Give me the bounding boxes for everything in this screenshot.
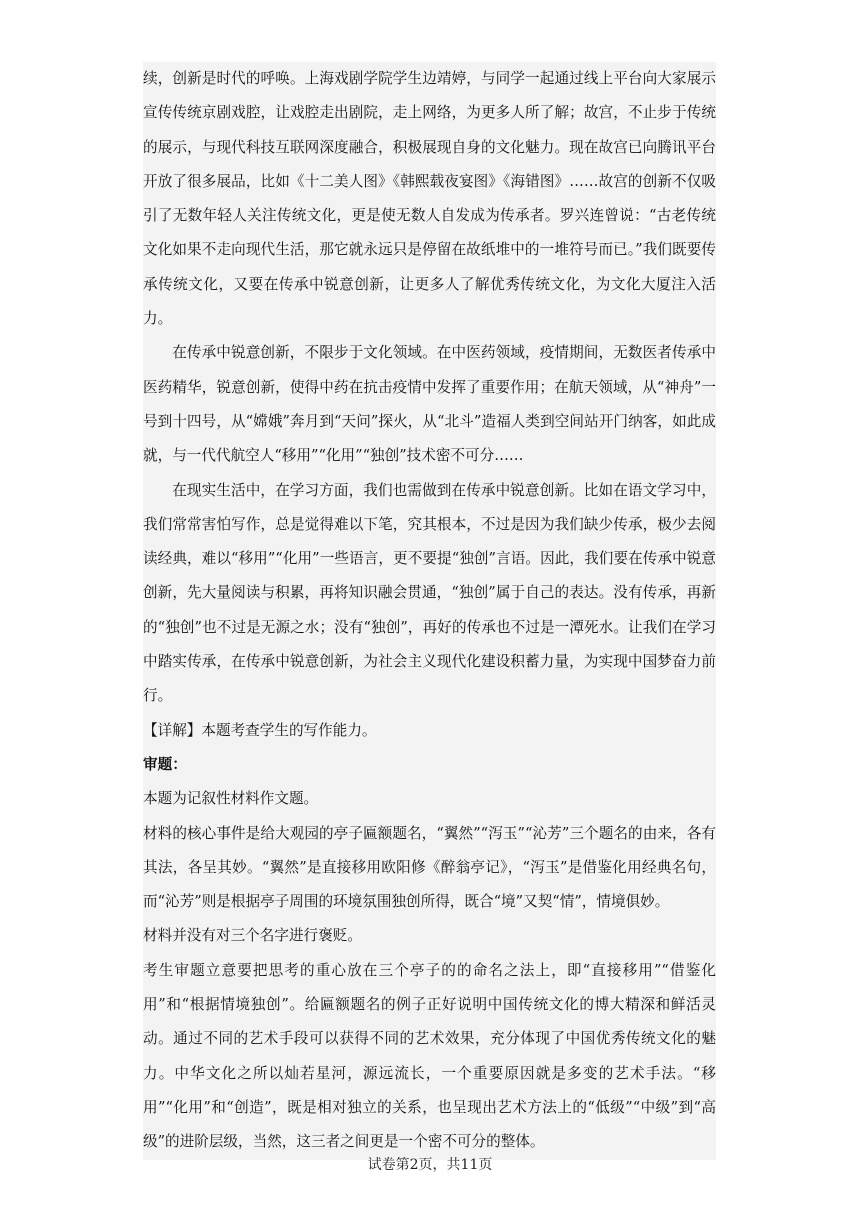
analysis-paragraph-4: 考生审题立意要把思考的重心放在三个亭子的的命名之法上，即“直接移用”“借鉴化用”和“根据情境独创”。给匾额题名的例子正好说明中国传统文化的博大精深和鲜活灵动。通过不同的艺术手段可以获得不同的艺术效果，充分体现了中国优秀传统文化的魅力。中华文化之所以灿若星河，源远流长，一个重要原因就是多变的艺术手法。“移用”“化用”和“创造”，既是相对独立的关系，也呈现出艺术方法上的“低级”“中级”到“高级”的进阶层级，当然，这三者之间更是一个密不可分的整体。 [143, 961, 716, 1151]
topic-analysis-heading: 审题： [143, 755, 187, 773]
essay-paragraph-1: 续，创新是时代的呼唤。上海戏剧学院学生边靖婷，与同学一起通过线上平台向大家展示宣传传统京剧戏腔，让戏腔走出剧院，走上网络，为更多人所了解；故宫，不止步于传统的展示，与现代科技互联网深度融合，积极展现自身的文化魅力。现在故宫已向腾讯平台开放了很多展品，比如《十二美人图》《韩熙载夜宴图》《海错图》……故宫的创新不仅吸引了无数年轻人关注传统文化，更是使无数人自发成为传承者。罗兴连曾说：“古老传统文化如果不走向现代生活，那它就永远只是停留在故纸堆中的一堆符号而已。”我们既要传承传统文化，又要在传承中锐意创新，让更多人了解优秀传统文化，为文化大厦注入活力。 [143, 70, 716, 328]
answer-text-block [143, 62, 716, 1160]
essay-paragraph-3: 在现实生活中，在学习方面，我们也需做到在传承中锐意创新。比如在语文学习中，我们常常害怕写作，总是觉得难以下笔，究其根本，不过是因为我们缺少传承，极少去阅读经典，难以“移用”“化用”一些语言，更不要提“独创”言语。因此，我们要在传承中锐意创新，先大量阅读与积累，再将知识融会贯通，“独创”属于自己的表达。没有传承，再新的“独创”也不过是无源之水；没有“独创”，再好的传承也不过是一潭死水。让我们在学习中踏实传承，在传承中锐意创新，为社会主义现代化建设积蓄力量，为实现中国梦奋力前行。 [143, 481, 716, 705]
essay-paragraph-2: 在传承中锐意创新，不限步于文化领域。在中医药领域，疫情期间，无数医者传承中医药精华，锐意创新，使得中药在抗击疫情中发挥了重要作用；在航天领域，从“神舟”一号到十四号，从“嫦娥”奔月到“天问”探火，从“北斗”造福人类到空间站开门纳客，如此成就，与一代代航空人“移用”“化用”“独创”技术密不可分…… [143, 344, 716, 465]
analysis-paragraph-1: 本题为记叙性材料作文题。 [143, 790, 319, 808]
analysis-paragraph-2: 材料的核心事件是给大观园的亭子匾额题名，“翼然”“泻玉”“沁芳”三个题名的由来，各有其法，各呈其妙。“翼然”是直接移用欧阳修《醉翁亭记》，“泻玉”是借鉴化用经典名句，而“沁芳”则是根据亭子周围的环境氛围独创所得，既合“境”又契“情”，情境俱妙。 [143, 824, 716, 911]
explanation-heading: 【详解】本题考查学生的写作能力。 [143, 721, 377, 739]
analysis-paragraph-3: 材料并没有对三个名字进行褒贬。 [143, 927, 362, 945]
page-footer: 试卷第2页，共11页 [367, 1157, 493, 1173]
